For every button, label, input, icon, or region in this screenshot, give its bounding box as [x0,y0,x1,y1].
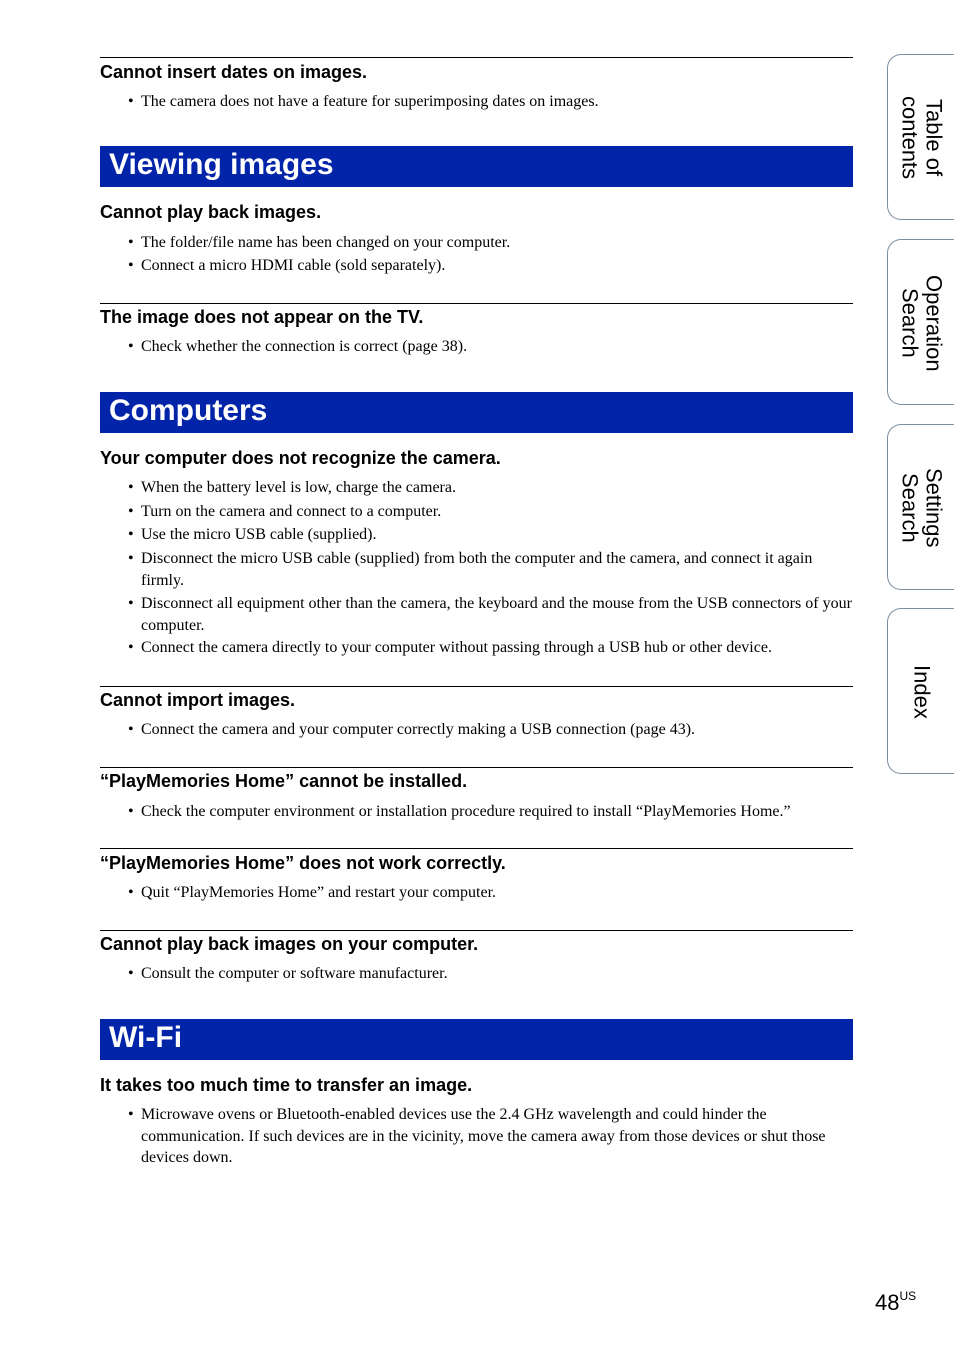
divider [100,848,853,849]
answer-bullet: • Check whether the connection is correct (page 38). [128,338,468,355]
tab-operation-search[interactable] [887,239,954,405]
tab-label: Operation Search [897,274,947,372]
question-heading: Your computer does not recognize the camera. [100,448,501,468]
answer-bullet: • Use the micro USB cable (supplied). [128,526,377,543]
tab-label: Table of contents [897,96,947,180]
tab-label: Settings Search [897,468,947,548]
question-heading: It takes too much time to transfer an image. [100,1075,473,1095]
answer-bullet: • Disconnect the micro USB cable (supplied) from both the computer and the camera, and connect it again firmly. [128,550,813,589]
question-heading: Cannot insert dates on images. [100,62,368,82]
question-heading: The image does not appear on the TV. [100,307,424,327]
section-header-viewing-images: Viewing images [100,146,853,187]
answer-bullet: • The camera does not have a feature for superimposing dates on images. [128,93,599,110]
answer-bullet: • Quit “PlayMemories Home” and restart your computer. [128,884,497,901]
answer-bullet: • When the battery level is low, charge the camera. [128,479,456,496]
page-number: $48^{US}$ [875,1288,917,1315]
section-header-wifi: Wi-Fi [100,1019,853,1060]
question-heading: “PlayMemories Home” does not work correctly. [100,853,506,873]
divider [100,930,853,931]
answer-bullet: • Disconnect all equipment other than the camera, the keyboard and the mouse from the USB connectors of your computer. [128,595,852,634]
answer-bullet: • Turn on the camera and connect to a computer. [128,503,442,520]
tab-settings-search[interactable] [887,424,954,590]
divider [100,57,853,58]
answer-bullet: • Consult the computer or software manufacturer. [128,965,448,982]
tab-index[interactable] [887,608,954,774]
answer-bullet: • Connect the camera and your computer correctly making a USB connection (page 43). [128,721,696,738]
divider [100,303,853,304]
answer-bullet: • Connect the camera directly to your computer without passing through a USB hub or other device. [128,639,772,656]
section-header-computers: Computers [100,392,853,433]
answer-bullet: • Microwave ovens or Bluetooth-enabled devices use the 2.4 GHz wavelength and could hinder the communication. If such devices are in the vicinity, move the camera away from those devices or shut those devices down. [128,1106,826,1166]
question-heading: Cannot play back images. [100,202,322,222]
tab-table-of-contents[interactable] [887,54,954,220]
answer-bullet: • Check the computer environment or installation procedure required to install “PlayMemories Home.” [128,803,791,820]
tab-label: Index [909,665,935,719]
answer-bullet: • Connect a micro HDMI cable (sold separately). [128,257,446,274]
divider [100,767,853,768]
divider [100,686,853,687]
question-heading: Cannot import images. [100,690,296,710]
question-heading: Cannot play back images on your computer. [100,934,479,954]
answer-bullet: • The folder/file name has been changed on your computer. [128,234,511,251]
question-heading: “PlayMemories Home” cannot be installed. [100,771,468,791]
